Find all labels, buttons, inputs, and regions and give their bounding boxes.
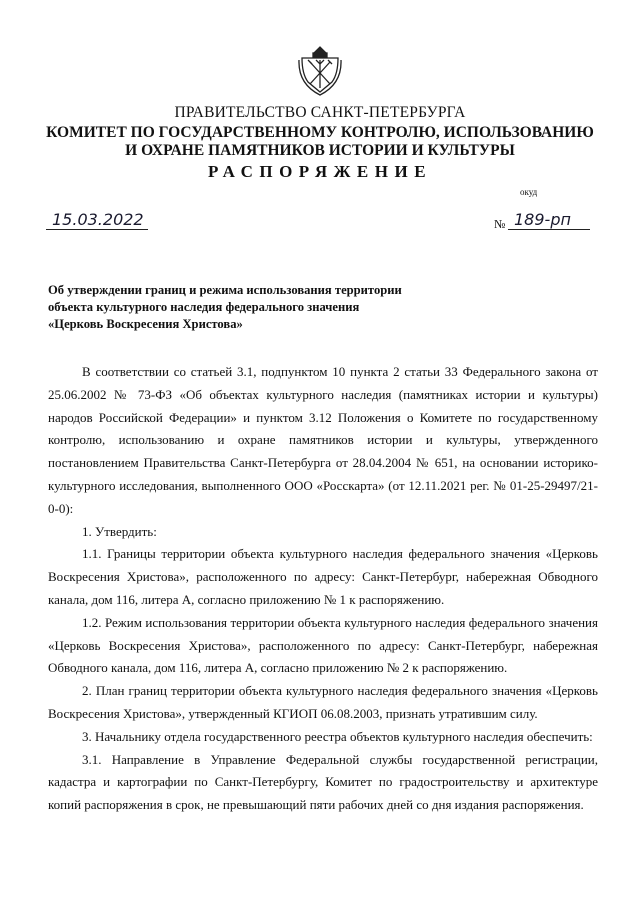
document-title bbox=[48, 282, 402, 333]
clause-3: 3. Начальнику отдела государственного реестра объектов культурного наследия обеспечить: bbox=[82, 728, 593, 744]
document-type: РАСПОРЯЖЕНИЕ bbox=[207, 162, 433, 181]
clause-1-1: 1.1. Границы территории объекта культурного наследия федерального значения «Церковь Воскресения Христова», расположенного по адресу: Санкт-Петербург, набережная Обводного канала, дом 116, литера А, согласно приложению № 1 к распоряжению. bbox=[48, 546, 598, 607]
number-label: № bbox=[494, 217, 506, 231]
title-line2: объекта культурного наследия федерального значения bbox=[48, 300, 360, 314]
document-body bbox=[48, 361, 598, 817]
committee-name-line1: КОМИТЕТ ПО ГОСУДАРСТВЕННОМУ КОНТРОЛЮ, ИСПОЛЬЗОВАНИЮ bbox=[46, 124, 594, 141]
committee-name-line2: И ОХРАНЕ ПАМЯТНИКОВ ИСТОРИИ И КУЛЬТУРЫ bbox=[125, 142, 515, 159]
document-number: 189-рп bbox=[508, 210, 590, 230]
title-line3: «Церковь Воскресения Христова» bbox=[48, 317, 243, 331]
preamble-paragraph: В соответствии со статьей 3.1, подпунктом 10 пункта 2 статьи 33 Федерального закона от 25.06.2002 № 73-ФЗ «Об объектах культурного наследия (памятниках истории и культуры) народов Российской Федерации» и пунктом 3.12 Положения о Комитете по государственному контролю, использованию и охране памятников истории и культуры, утвержденного постановлением Правительства Санкт-Петербурга от 28.04.2004 № 651, на основании историко-культурного исследования, выполненного ООО «Росскарта» (от 12.11.2021 рег. № 01-25-29497/21-0-0): bbox=[48, 364, 598, 516]
clause-2: 2. План границ территории объекта культурного наследия федерального значения «Церковь Воскресения Христова», утвержденный КГИОП 06.08.2003, признать утратившим силу. bbox=[48, 683, 598, 721]
clause-1: 1. Утвердить: bbox=[82, 523, 157, 539]
clause-1-2: 1.2. Режим использования территории объекта культурного наследия федерального значения «Церковь Воскресения Христова», расположенного по адресу: Санкт-Петербург, набережная Обводного канала, дом 116, литера А, согласно приложению № 2 к распоряжению. bbox=[48, 614, 598, 676]
okud-label: окуд bbox=[520, 187, 538, 197]
clause-3-1: 3.1. Направление в Управление Федеральной службы государственной регистрации, кадастра и картографии по Санкт-Петербургу, Комитет по градостроительству и архитектуре копий распоряжения в срок, не превышающий пяти рабочих дней со дня издания распоряжения. bbox=[48, 751, 598, 813]
title-line1: Об утверждении границ и режима использования территории bbox=[48, 283, 402, 297]
saint-petersburg-coat-of-arms-icon bbox=[298, 44, 342, 96]
government-name: ПРАВИТЕЛЬСТВО САНКТ-ПЕТЕРБУРГА bbox=[174, 104, 466, 121]
document-date: 15.03.2022 bbox=[46, 210, 148, 230]
